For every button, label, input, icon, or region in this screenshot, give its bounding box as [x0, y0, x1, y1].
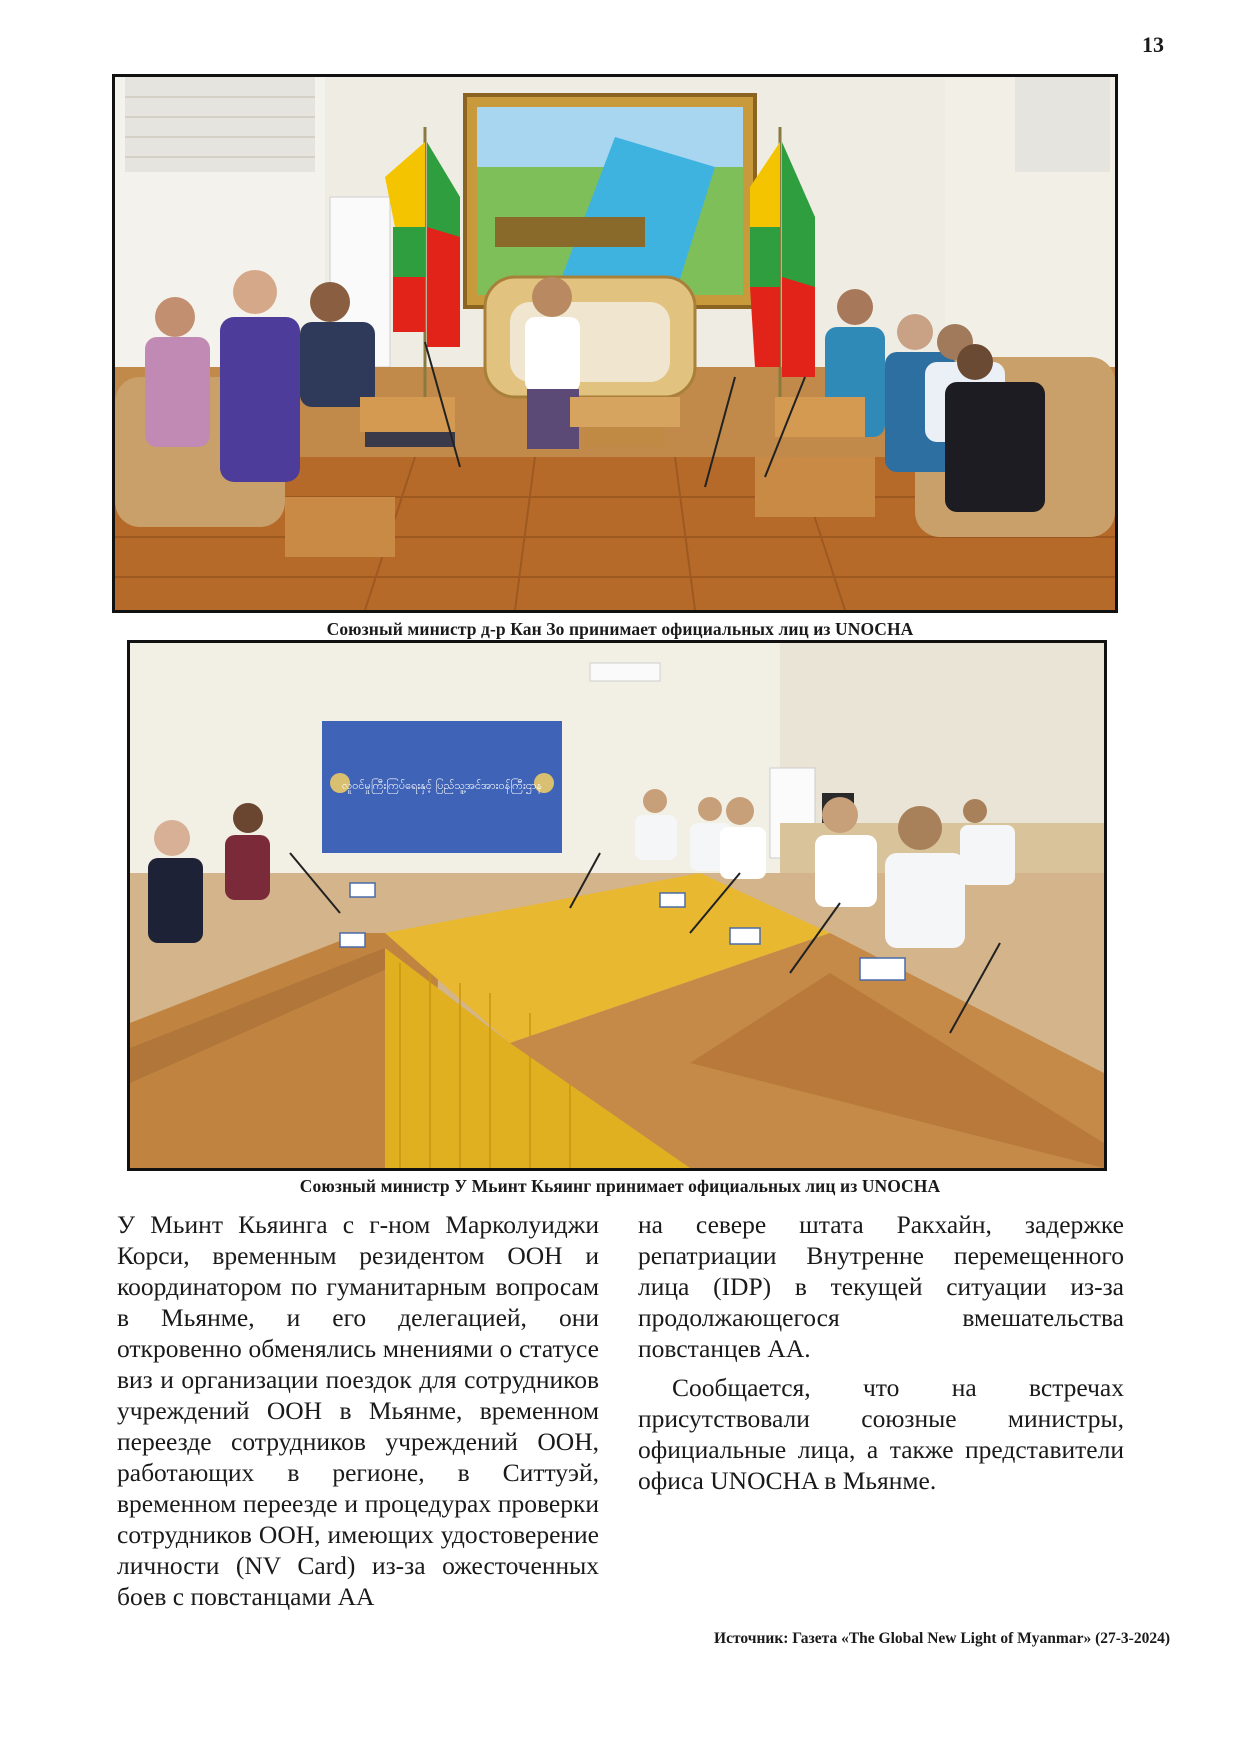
source-attribution: Источник: Газета «The Global New Light of Myanmar» (27-3-2024) [714, 1630, 1170, 1647]
article-paragraph-1-cont: на севере штата Ракхайн, задержке репатриации Внутренне перемещенного лица (IDP) в текущей ситуации из-за продолжающегося вмешательства повстанцев АА. [638, 1210, 1124, 1363]
ministry-banner-text: လူဝင်မှုကြီးကြပ်ရေးနှင့် ပြည်သူ့အင်အားဝန်ကြီးဌာန [341, 779, 543, 792]
photo-2-caption: Союзный министр У Мьинт Кьяинг принимает официальных лиц из UNOCHA [299, 1176, 941, 1196]
article-paragraph-1: У Мьинт Кьяинга с г-ном Марколуиджи Корси, временным резидентом ООН и координатором по гуманитарным вопросам в Мьянме, и его делегацией, они откровенно обменялись мнениями о статусе виз и организации поездок для сотрудников учреждений ООН в Мьянме, временном переезде сотрудников учреждений ООН, работающих в регионе, в Ситтуэй, временном переезде и процедурах проверки сотрудников ООН, имеющих удостоверение личности (NV Card) из-за ожесточенных боев с повстанцами АА [117, 1210, 599, 1611]
photo-1-caption: Союзный министр д-р Кан Зо принимает официальных лиц из UNOCHA [326, 619, 914, 639]
photo-meeting-dr-kan-zaw [112, 74, 1118, 613]
article-left-column [117, 1209, 599, 1612]
page-number: 13 [1142, 32, 1164, 57]
photo-meeting-u-myint-kyaing [127, 640, 1107, 1171]
article-right-column [638, 1209, 1124, 1496]
article-paragraph-2: Сообщается, что на встречах присутствовали союзные министры, официальные лица, а также представители офиса UNOCHA в Мьянме. [638, 1373, 1124, 1495]
